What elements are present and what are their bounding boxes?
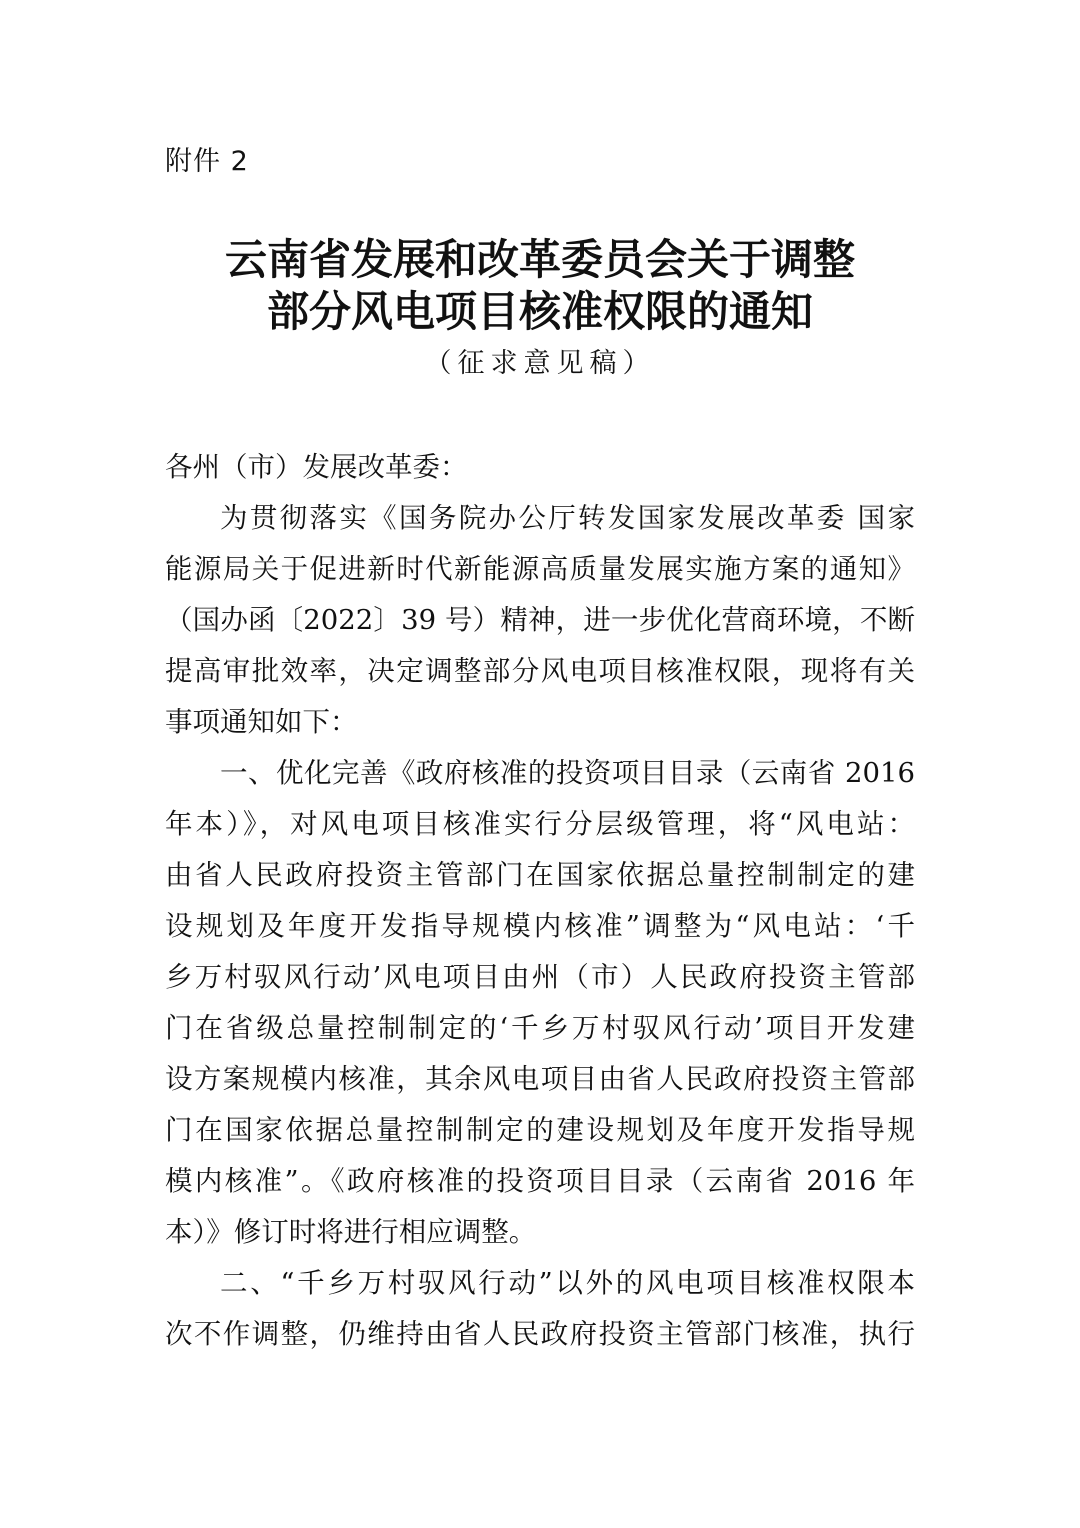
document-title-line-1: 云南省发展和改革委员会关于调整 <box>224 235 855 284</box>
body-line: 次不作调整，仍维持由省人民政府投资主管部门核准，执行 <box>165 1318 915 1350</box>
body-line: 设方案规模内核准，其余风电项目由省人民政府投资主管部 <box>165 1063 915 1095</box>
document-title-line-2: 部分风电项目核准权限的通知 <box>266 287 813 336</box>
body-line: 乡万村驭风行动’风电项目由州（市）人民政府投资主管部 <box>165 961 915 993</box>
attachment-label: 附件 2 <box>165 146 249 177</box>
body-line: 设规划及年度开发指导规模内核准”调整为“风电站：‘千 <box>165 910 915 942</box>
body-line: 提高审批效率，决定调整部分风电项目核准权限，现将有关 <box>165 655 915 687</box>
body-line: 一、优化完善《政府核准的投资项目目录（云南省 2016 <box>220 757 915 789</box>
body-line: 二、“千乡万村驭风行动”以外的风电项目核准权限本 <box>220 1267 915 1299</box>
body-line: 事项通知如下： <box>165 706 358 738</box>
body-line: 年本）》，对风电项目核准实行分层级管理，将“风电站： <box>165 808 915 840</box>
body-line: 模内核准”。《政府核准的投资项目目录（云南省 2016 年 <box>165 1165 915 1197</box>
body-line: 能源局关于促进新时代新能源高质量发展实施方案的通知》 <box>165 553 915 585</box>
body-line: 门在省级总量控制制定的‘千乡万村驭风行动’项目开发建 <box>165 1012 915 1044</box>
draft-subtitle: （征求意见稿） <box>424 348 656 379</box>
body-line: 本）》修订时将进行相应调整。 <box>165 1216 537 1248</box>
body-line: 由省人民政府投资主管部门在国家依据总量控制制定的建 <box>165 859 915 891</box>
body-line: （国办函〔2022〕39 号）精神，进一步优化营商环境，不断 <box>165 604 915 636</box>
body-line: 为贯彻落实《国务院办公厅转发国家发展改革委 国家 <box>220 502 915 534</box>
salutation: 各州（市）发展改革委： <box>165 451 468 483</box>
body-line: 门在国家依据总量控制制定的建设规划及年度开发指导规 <box>165 1114 915 1146</box>
